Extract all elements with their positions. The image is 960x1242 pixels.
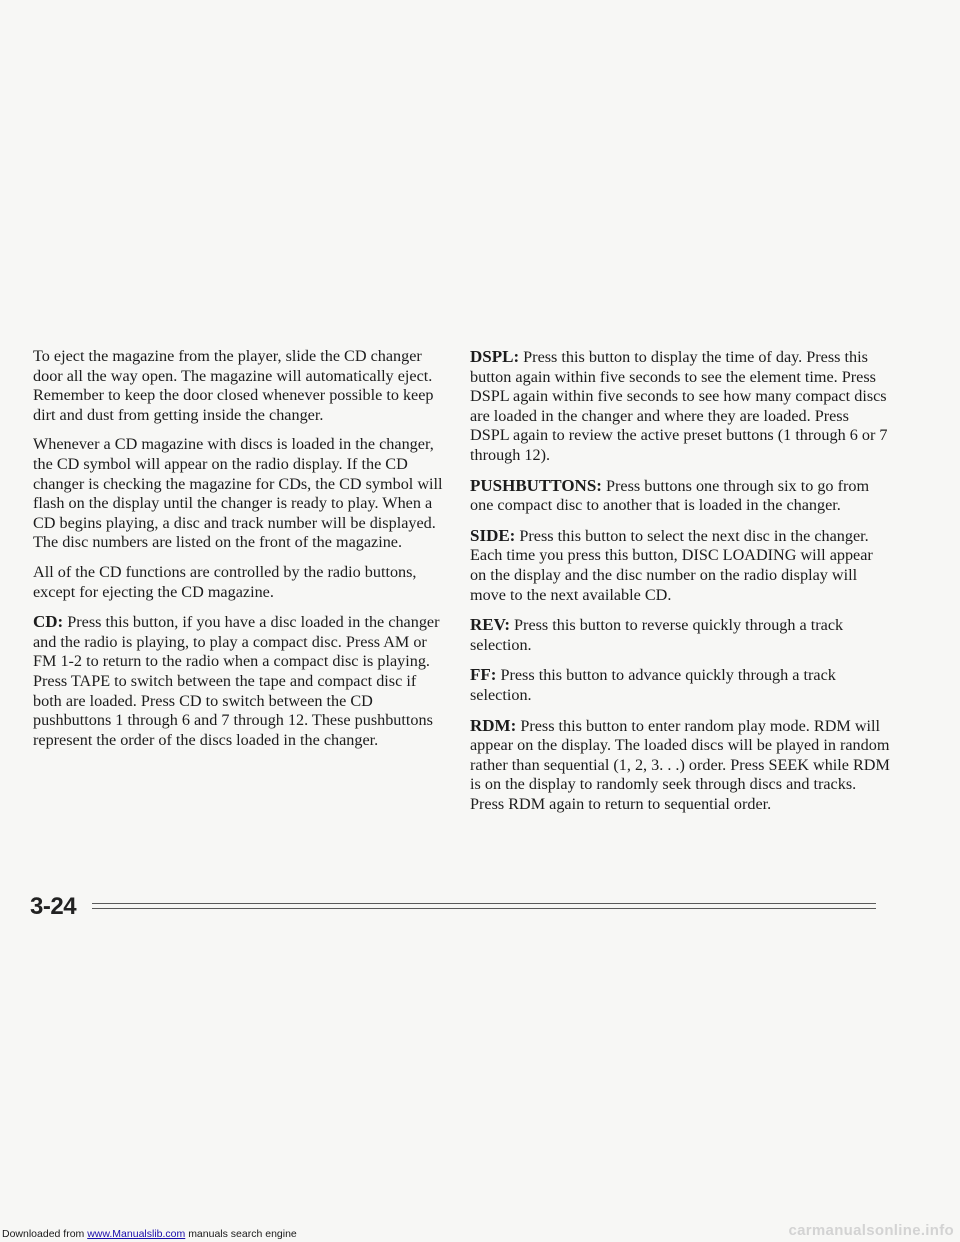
download-bar [2, 1228, 297, 1240]
term-cd: CD: [33, 612, 64, 632]
text-rev: Press this button to reverse quickly through a track selection. [470, 616, 844, 654]
term-rev: REV: [470, 615, 510, 635]
watermark: carmanualsonline.info [788, 1222, 954, 1239]
text-ff: Press this button to advance quickly through a track selection. [470, 666, 836, 704]
paragraph-eject: To eject the magazine from the player, slide the CD changer door all the way open. The magazine will automatically eject. Remember to keep the door closed whenever possible to keep dirt and dust from getting inside the changer. [33, 347, 434, 424]
text-dspl: Press this button to display the time of day. Press this button again within five seconds to see the element time. Press DSPL again within five seconds to see how many compact discs are loaded in the changer and where they are loaded. Press DSPL again to review the active preset buttons (1 through 6 or 7 through 12). [470, 348, 888, 464]
term-dspl: DSPL: [470, 347, 520, 366]
text-side: Press this button to select the next disc in the changer. Each time you press this button, DISC LOADING will appear on the display and the disc number on the radio display will move to the next available CD. [470, 526, 873, 604]
entry-dspl [470, 347, 890, 466]
entry-rdm [470, 716, 890, 815]
download-prefix: Downloaded from [2, 1228, 85, 1240]
paragraph-cd-symbol: Whenever a CD magazine with discs is loaded in the changer, the CD symbol will appear on the radio display. If the CD changer is checking the magazine for CDs, the CD symbol will flash on the display until the changer is ready to play. When a CD begins playing, a disc and track number will be displayed. The disc numbers are listed on the front of the magazine. [33, 435, 443, 552]
entry-ff [470, 665, 890, 705]
entry-rev [470, 615, 890, 655]
paragraph-cd-functions: All of the CD functions are controlled by the radio buttons, except for ejecting the CD magazine. [33, 562, 417, 601]
term-rdm: RDM: [470, 715, 517, 735]
footer-rule [92, 903, 876, 909]
manualslib-link[interactable]: www.Manualslib.com [87, 1228, 186, 1240]
right-column [470, 347, 890, 824]
left-column [33, 347, 445, 760]
entry-pushbuttons [470, 476, 890, 516]
term-pushbuttons: PUSHBUTTONS: [470, 475, 602, 495]
entry-side [470, 526, 890, 605]
text-cd: Press this button, if you have a disc loaded in the changer and the radio is playing, to play a compact disc. Press AM or FM 1-2 to return to the radio when a compact disc is playing. Press TAPE to switch between the tape and compact disc if both are loaded. Press CD to switch between the CD pushbuttons 1 through 6 and 7 through 12. These pushbuttons represent the order of the discs loaded in the changer. [33, 613, 440, 749]
page-number: 3-24 [30, 893, 77, 920]
download-suffix: manuals search engine [188, 1228, 297, 1240]
text-rdm: Press this button to enter random play mode. RDM will appear on the display. The loaded discs will be played in random rather than sequential (1, 2, 3. . .) order. Press SEEK while RDM is on the display to randomly seek through discs and tracks. Press RDM again to return to sequential order. [470, 716, 890, 813]
entry-cd [33, 612, 445, 750]
term-ff: FF: [470, 665, 497, 685]
term-side: SIDE: [470, 525, 516, 545]
text-pushbuttons: Press buttons one through six to go from one compact disc to another that is loaded in the changer. [470, 476, 870, 515]
